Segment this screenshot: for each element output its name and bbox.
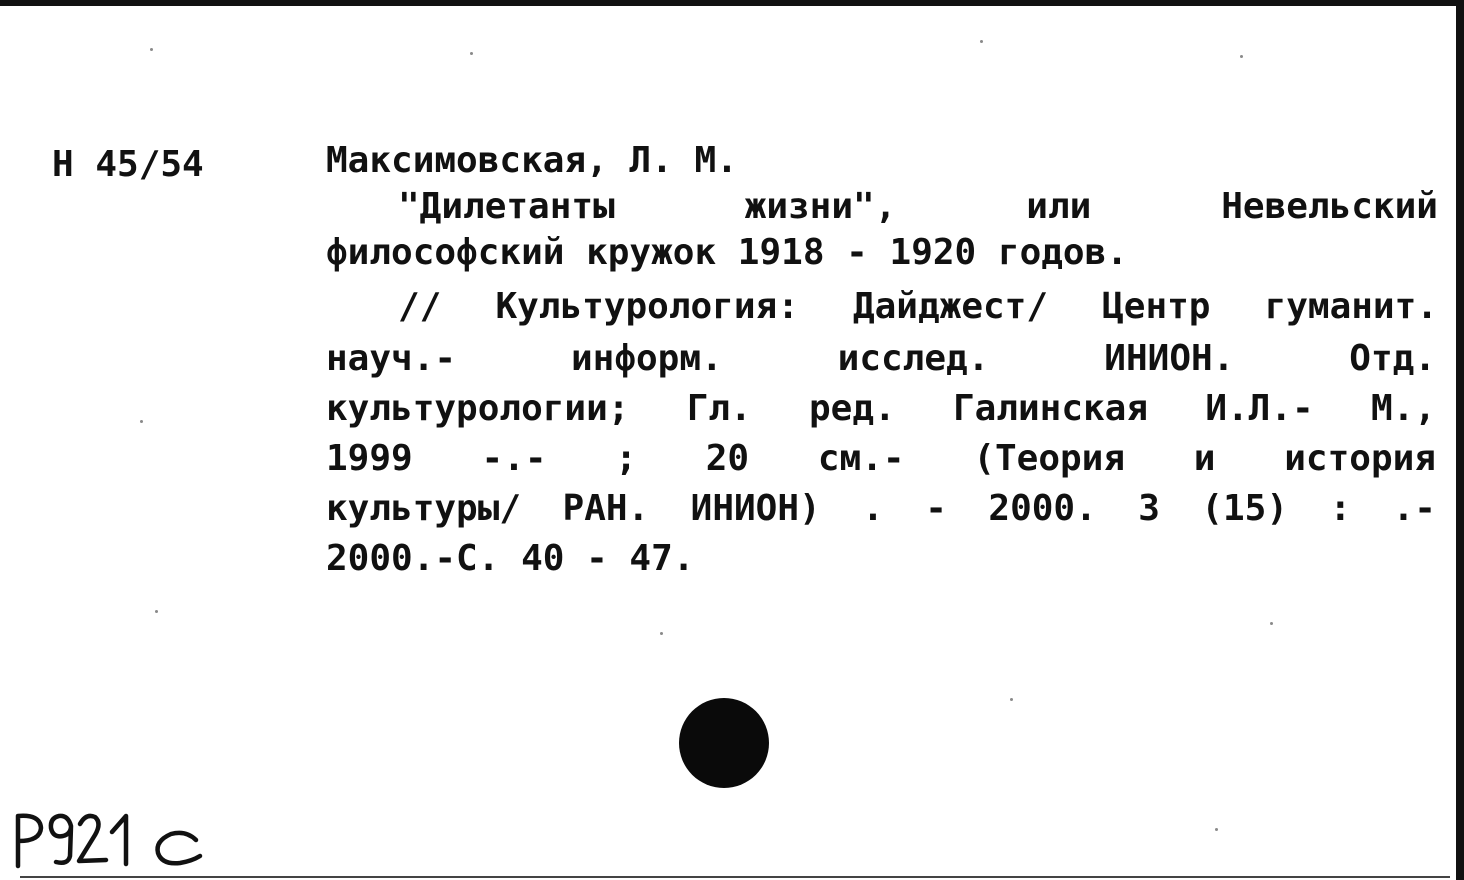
punch-hole [679, 698, 769, 788]
scan-speck [155, 610, 158, 613]
source-word: Гл. [686, 388, 752, 429]
source-word: М., [1370, 388, 1436, 429]
source-word: история [1284, 438, 1436, 479]
source-word: гуманит. [1264, 286, 1438, 327]
scan-speck [470, 52, 473, 55]
source-line-4 [326, 436, 1436, 482]
source-word: Центр [1102, 286, 1211, 327]
card-right-edge [1456, 0, 1464, 880]
source-word: науч.- [326, 338, 457, 379]
source-word: Отд. [1349, 338, 1436, 379]
scan-speck [1215, 828, 1218, 831]
title-line-1 [398, 184, 1438, 230]
source-word: ред. [809, 388, 896, 429]
title-word: или [1026, 186, 1092, 227]
title-word: жизни", [744, 186, 897, 227]
source-word: .- [1392, 488, 1436, 529]
source-word: культуры/ [326, 488, 522, 529]
source-line-2 [326, 336, 1436, 382]
source-word: Галинская [952, 388, 1149, 429]
source-word: -.- [481, 438, 547, 479]
shelfmark: Н 45/54 [52, 144, 204, 185]
scan-speck [1270, 622, 1273, 625]
scan-speck [660, 632, 663, 635]
source-word: РАН. [562, 488, 650, 529]
scan-speck [1240, 55, 1243, 58]
source-word: Культурология: [495, 286, 799, 327]
source-word: 3 [1138, 488, 1160, 529]
source-word: 2000. [988, 488, 1097, 529]
title-word: Невельский [1221, 186, 1438, 227]
source-word: И.Л.- [1205, 388, 1314, 429]
scan-speck [1010, 698, 1013, 701]
source-word: 20 [705, 438, 750, 479]
source-word: информ. [570, 338, 723, 379]
source-line-5 [326, 486, 1436, 532]
source-word: (Теория [973, 438, 1126, 479]
scan-speck [150, 48, 153, 51]
author: Максимовская, Л. М. [326, 140, 738, 181]
source-word: ИНИОН. [1104, 338, 1235, 379]
source-line-6: 2000.-С. 40 - 47. [326, 538, 695, 579]
card-bottom-edge [20, 876, 1450, 878]
title-line-2: философский кружок 1918 - 1920 годов. [326, 232, 1128, 273]
source-word: // [398, 286, 442, 327]
source-word: см.- [817, 438, 905, 479]
source-word: Дайджест/ [852, 286, 1049, 327]
source-line-3 [326, 386, 1436, 432]
scan-speck [140, 420, 143, 423]
source-word: культурологии; [326, 388, 630, 429]
scan-speck [980, 40, 983, 43]
source-line-1 [398, 284, 1438, 330]
source-word: исслед. [837, 338, 990, 379]
source-word: - [925, 488, 947, 529]
handwritten-call-number [10, 808, 210, 872]
title-word: "Дилетанты [398, 186, 615, 227]
card-top-edge [0, 0, 1464, 6]
source-word: ; [615, 438, 637, 479]
source-word: 1999 [326, 438, 413, 479]
source-word: и [1193, 438, 1216, 479]
source-word: ИНИОН) [690, 488, 821, 529]
source-word: (15) [1201, 488, 1289, 529]
source-word: : [1329, 488, 1352, 529]
source-word: . [862, 488, 884, 529]
